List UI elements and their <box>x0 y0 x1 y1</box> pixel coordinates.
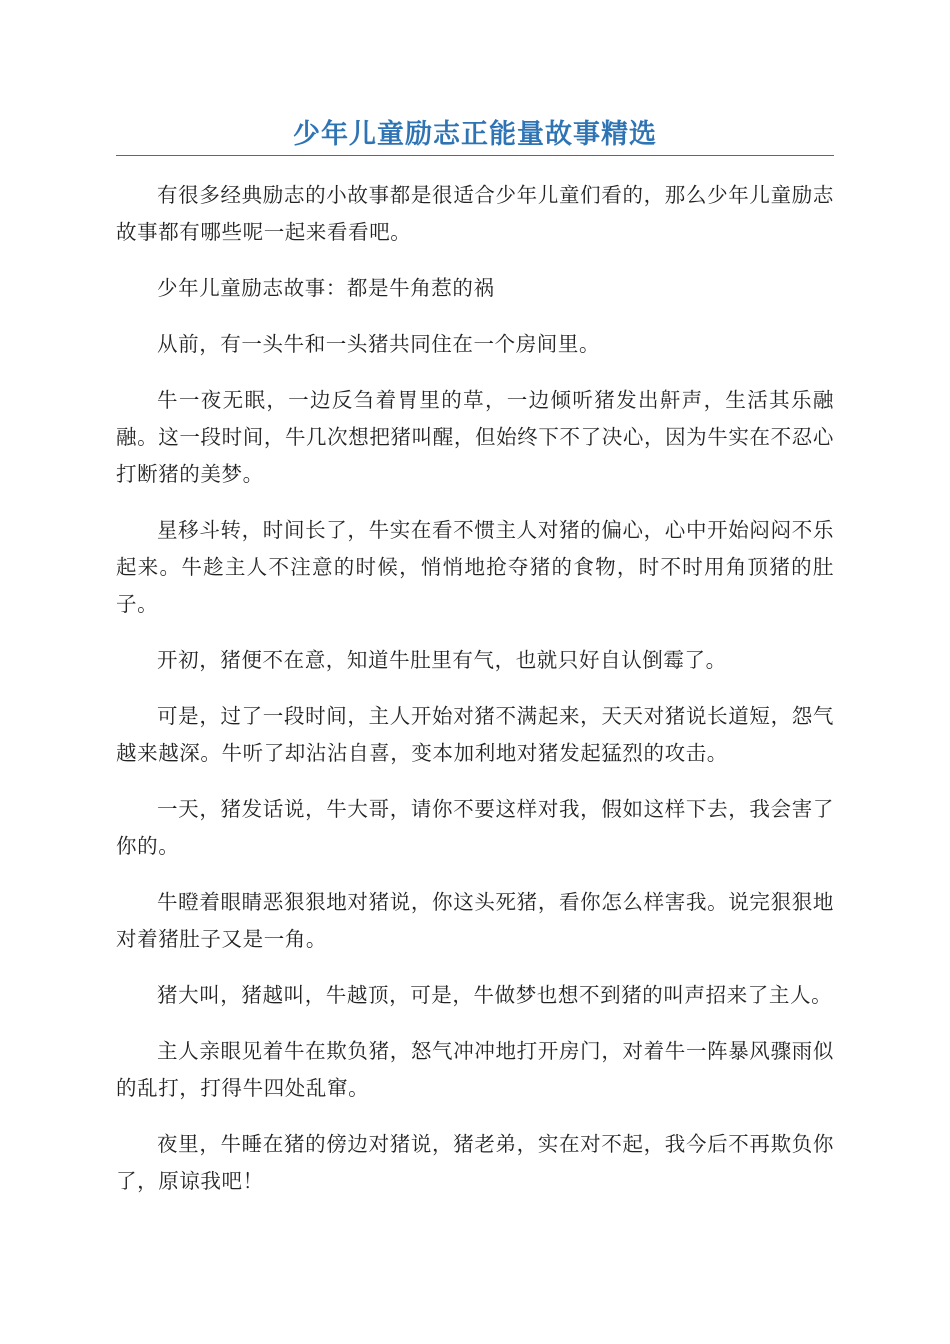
paragraph: 开初，猪便不在意，知道牛肚里有气，也就只好自认倒霉了。 <box>157 648 727 672</box>
paragraph: 从前，有一头牛和一头猪共同住在一个房间里。 <box>157 332 601 356</box>
paragraph: 可是，过了一段时间，主人开始对猪不满起来，天天对猪说长道短，怨气越来越深。牛听了却沾沾自喜，变本加利地对猪发起猛烈的攻击。 <box>116 704 834 765</box>
paragraph: 一天，猪发话说，牛大哥，请你不要这样对我，假如这样下去，我会害了你的。 <box>116 797 834 858</box>
document-body <box>116 177 834 1200</box>
document-title: 少年儿童励志正能量故事精选 <box>293 119 657 150</box>
paragraph: 牛一夜无眠，一边反刍着胃里的草，一边倾听猪发出鼾声，生活其乐融融。这一段时间，牛几次想把猪叫醒，但始终下不了决心，因为牛实在不忍心打断猪的美梦。 <box>116 388 834 486</box>
paragraph-intro: 有很多经典励志的小故事都是很适合少年儿童们看的，那么少年儿童励志故事都有哪些呢一起来看看吧。 <box>116 183 834 244</box>
paragraph-story-heading: 少年儿童励志故事：都是牛角惹的祸 <box>157 276 495 300</box>
title-underline <box>116 155 834 156</box>
paragraph: 牛瞪着眼睛恶狠狠地对猪说，你这头死猪，看你怎么样害我。说完狠狠地对着猪肚子又是一角。 <box>116 890 834 951</box>
paragraph: 主人亲眼见着牛在欺负猪，怒气冲冲地打开房门，对着牛一阵暴风骤雨似的乱打，打得牛四处乱窜。 <box>116 1039 834 1100</box>
paragraph: 猪大叫，猪越叫，牛越顶，可是，牛做梦也想不到猪的叫声招来了主人。 <box>157 983 833 1007</box>
paragraph: 星移斗转，时间长了，牛实在看不惯主人对猪的偏心，心中开始闷闷不乐起来。牛趁主人不注意的时候，悄悄地抢夺猪的食物，时不时用角顶猪的肚子。 <box>116 518 834 616</box>
document-page <box>116 0 834 1219</box>
paragraph: 夜里，牛睡在猪的傍边对猪说，猪老弟，实在对不起，我今后不再欺负你了，原谅我吧！ <box>116 1132 834 1193</box>
